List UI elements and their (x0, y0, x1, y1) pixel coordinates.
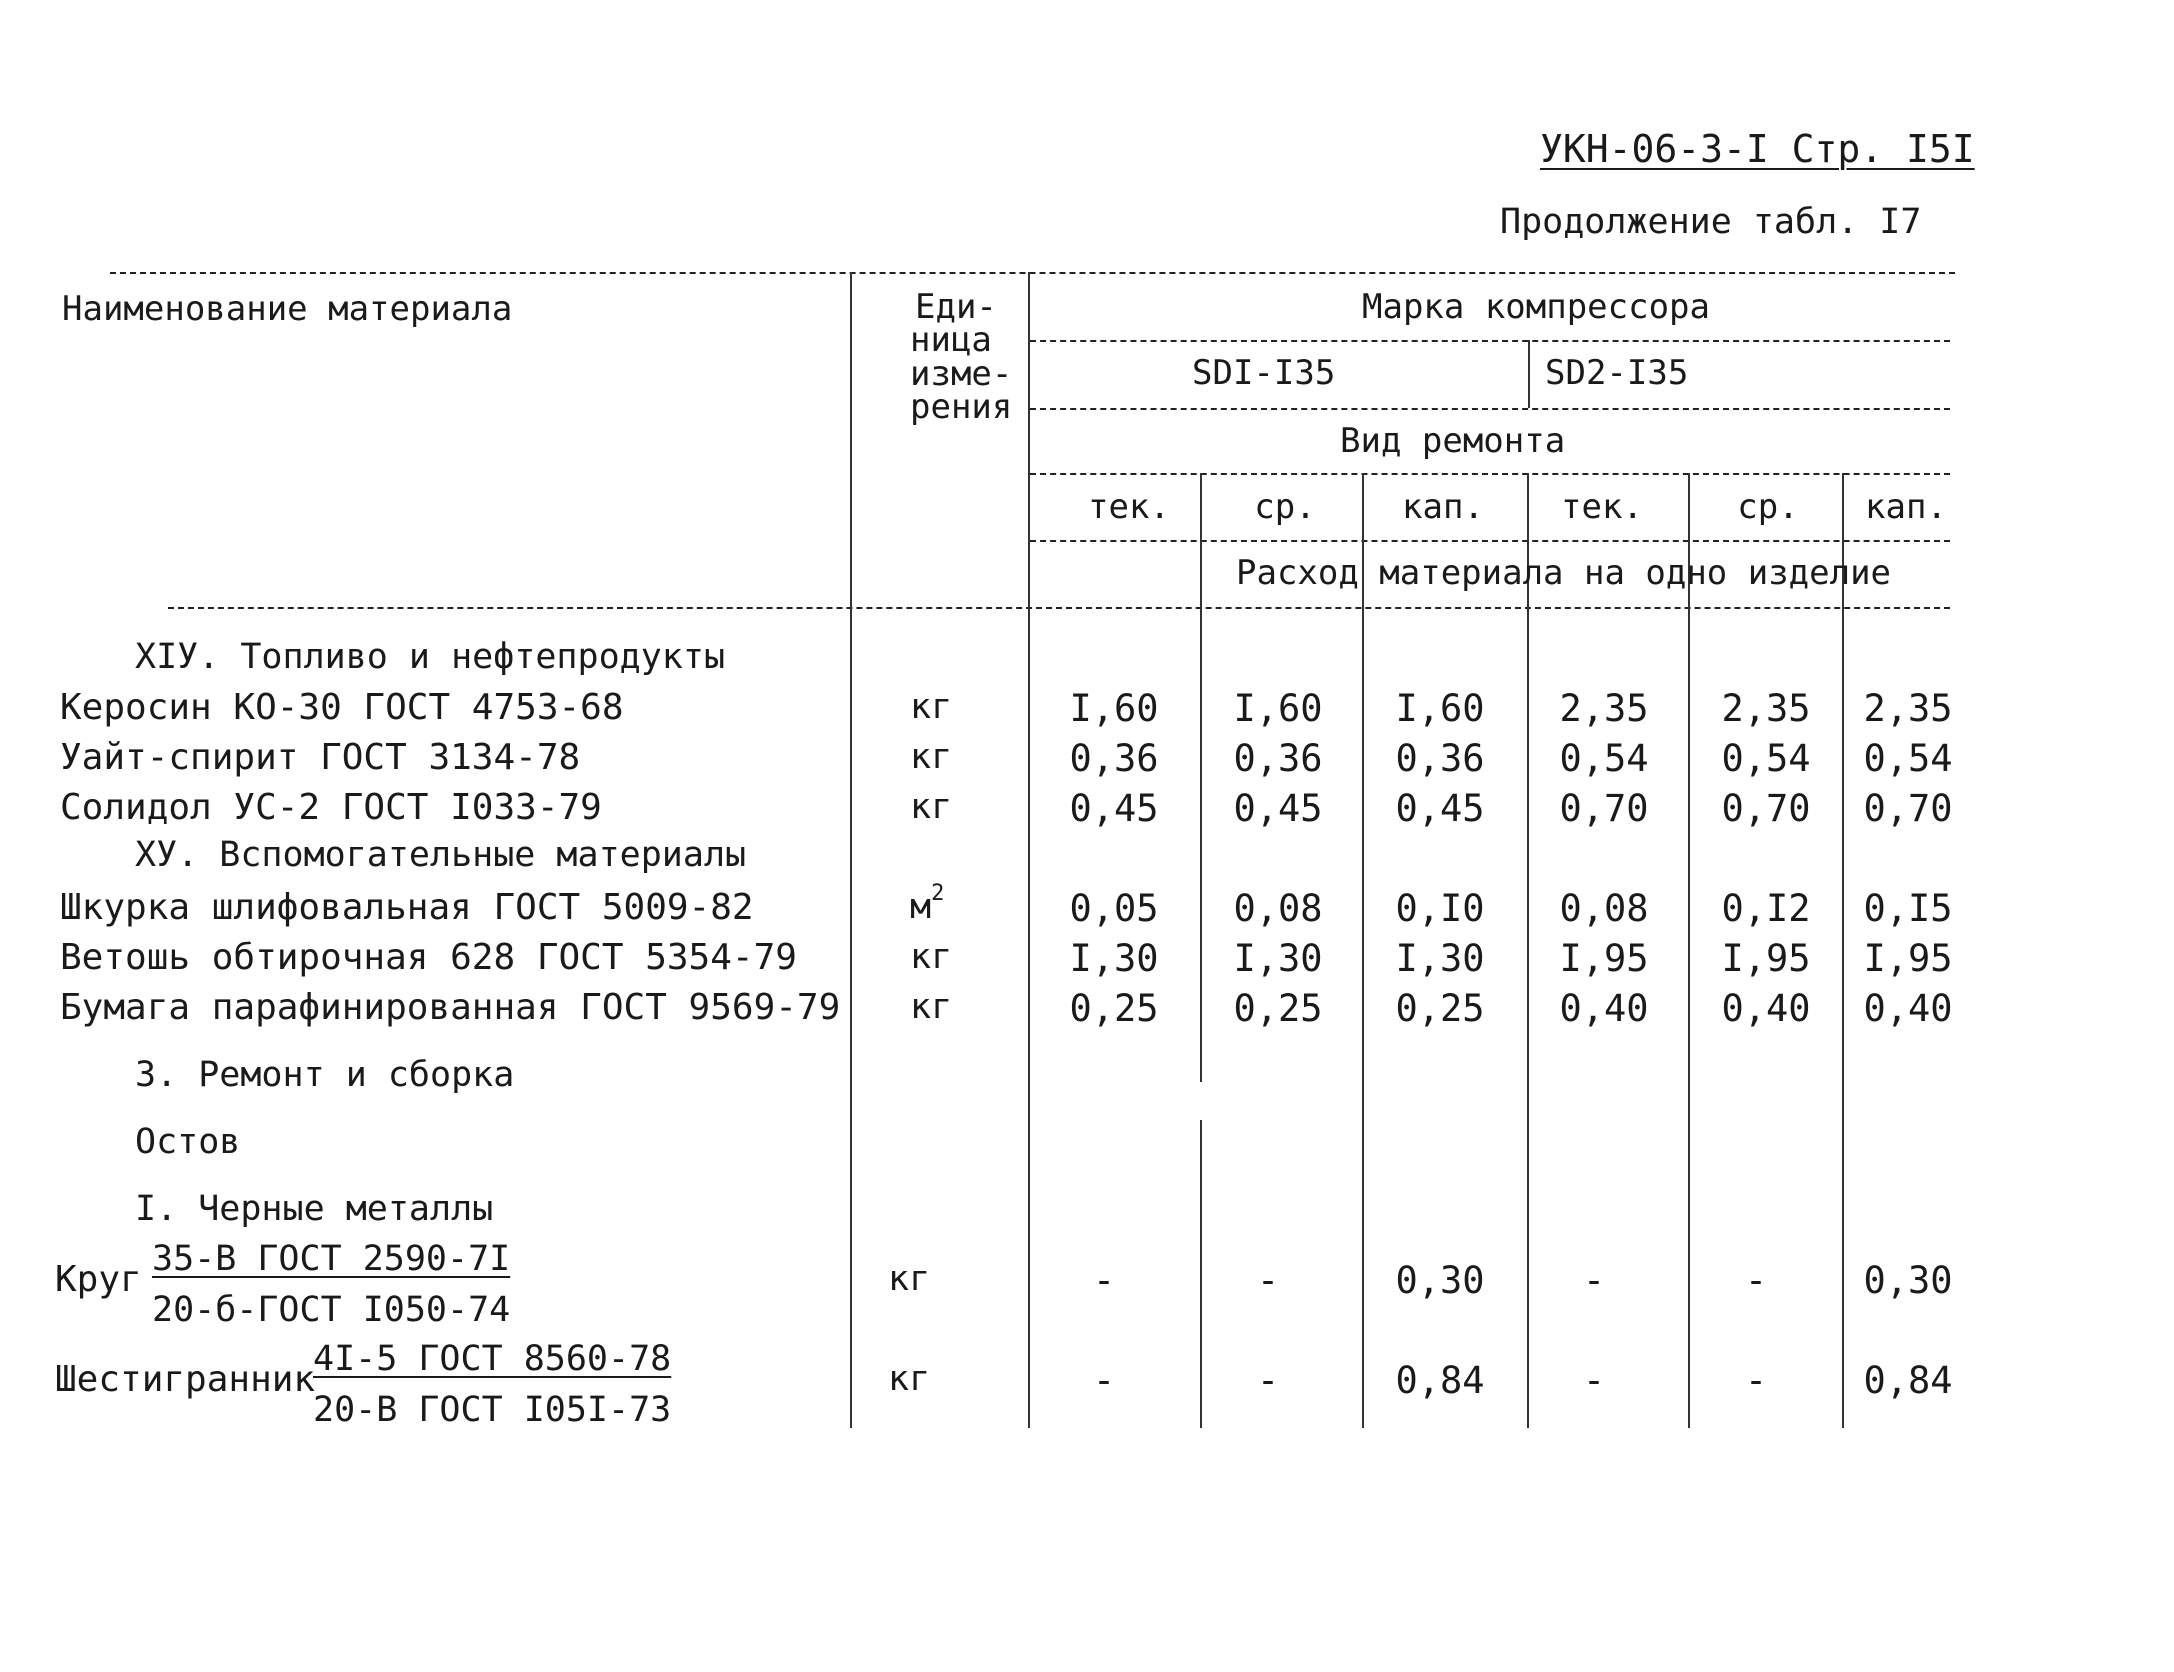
row-round-bar-numerator: 35-В ГОСТ 2590-7I (152, 1239, 511, 1279)
row-round-bar-value-5: - (1744, 1259, 1768, 1302)
row-solidol-unit: кг (910, 787, 953, 827)
row-round-bar-value-1: - (1092, 1259, 1116, 1302)
body-col-rule-3 (1362, 607, 1364, 1428)
row-kerosene-name: Керосин КО-30 ГОСТ 4753-68 (60, 687, 624, 728)
header-material-name: Наименование материала (62, 289, 513, 329)
row-kerosene-unit: кг (910, 687, 953, 727)
rule-under-models (1030, 408, 1950, 410)
row-paraffin-paper-value-2: 0,25 (1233, 987, 1323, 1030)
section-repair: 3. Ремонт и сборка (135, 1055, 515, 1095)
row-round-bar-value-4: - (1582, 1259, 1606, 1302)
header-model-2: SD2-I35 (1545, 353, 1689, 393)
row-kerosene-value-2: I,60 (1233, 687, 1323, 730)
row-round-bar-denominator: 20-б-ГОСТ I050-74 (152, 1290, 511, 1330)
row-paraffin-paper-name: Бумага парафинированная ГОСТ 9569-79 (60, 987, 841, 1028)
header-unit-line-3: изме- (910, 354, 1013, 394)
row-rags-unit: кг (910, 937, 953, 977)
row-hexagon-value-3: 0,84 (1395, 1359, 1485, 1402)
row-kerosene-value-6: 2,35 (1863, 687, 1953, 730)
header-repair-type: Вид ремонта (1340, 421, 1566, 461)
row-solidol-value-3: 0,45 (1395, 787, 1485, 830)
row-round-bar-unit: кг (888, 1259, 931, 1299)
row-hexagon-value-5: - (1744, 1359, 1768, 1402)
header-unit-line-1: Еди- (915, 287, 997, 327)
row-hexagon-name: Шестигранник (55, 1359, 316, 1400)
rule-under-brand (1030, 340, 1950, 342)
row-solidol-value-4: 0,70 (1559, 787, 1649, 830)
row-white-spirit-value-2: 0,36 (1233, 737, 1323, 780)
header-unit-line-2: ница (910, 320, 992, 360)
data-column-left-rule (1028, 272, 1030, 1428)
row-paraffin-paper-value-4: 0,40 (1559, 987, 1649, 1030)
row-kerosene-value-5: 2,35 (1721, 687, 1811, 730)
row-kerosene-value-1: I,60 (1069, 687, 1159, 730)
row-rags-value-2: I,30 (1233, 937, 1323, 980)
section-auxiliary: XУ. Вспомогательные материалы (135, 835, 747, 875)
row-white-spirit-name: Уайт-спирит ГОСТ 3134-78 (60, 737, 581, 778)
row-rags-name: Ветошь обтирочная 628 ГОСТ 5354-79 (60, 937, 797, 978)
rule-under-repair-type (1030, 473, 1950, 475)
header-repair-kind-1: тек. (1088, 487, 1170, 527)
model-divider-rule (1528, 340, 1530, 408)
row-kerosene-value-3: I,60 (1395, 687, 1485, 730)
row-sandpaper-unit-exponent: 2 (931, 881, 945, 906)
row-hexagon-numerator: 4I-5 ГОСТ 8560-78 (313, 1339, 672, 1379)
row-solidol-value-2: 0,45 (1233, 787, 1323, 830)
row-white-spirit-unit: кг (910, 737, 953, 777)
row-sandpaper-unit-base: м (910, 887, 932, 927)
header-compressor-brand: Марка компрессора (1362, 287, 1710, 327)
row-rags-value-4: I,95 (1559, 937, 1649, 980)
header-consumption: Расход материала на одно изделие (1236, 553, 1892, 593)
row-paraffin-paper-value-6: 0,40 (1863, 987, 1953, 1030)
body-col-rule-5 (1688, 607, 1690, 1428)
row-round-bar-value-2: - (1256, 1259, 1280, 1302)
row-hexagon-unit: кг (888, 1359, 931, 1399)
row-rags-value-6: I,95 (1863, 937, 1953, 980)
row-kerosene-value-4: 2,35 (1559, 687, 1649, 730)
header-repair-kind-4: тек. (1561, 487, 1643, 527)
row-hexagon-value-1: - (1092, 1359, 1116, 1402)
row-paraffin-paper-value-5: 0,40 (1721, 987, 1811, 1030)
row-rags-value-5: I,95 (1721, 937, 1811, 980)
row-white-spirit-value-4: 0,54 (1559, 737, 1649, 780)
section-frame: Остов (135, 1122, 241, 1162)
row-sandpaper-value-4: 0,08 (1559, 887, 1649, 930)
row-hexagon-denominator: 20-В ГОСТ I05I-73 (313, 1390, 672, 1430)
row-rags-value-1: I,30 (1069, 937, 1159, 980)
rule-under-repair-kinds (1030, 540, 1950, 542)
row-sandpaper-value-6: 0,I5 (1863, 887, 1953, 930)
header-unit-line-4: рения (910, 387, 1013, 427)
row-white-spirit-value-5: 0,54 (1721, 737, 1811, 780)
row-paraffin-paper-value-1: 0,25 (1069, 987, 1159, 1030)
row-sandpaper-unit (910, 881, 945, 927)
row-sandpaper-value-2: 0,08 (1233, 887, 1323, 930)
row-sandpaper-value-5: 0,I2 (1721, 887, 1811, 930)
row-white-spirit-value-3: 0,36 (1395, 737, 1485, 780)
row-round-bar-value-3: 0,30 (1395, 1259, 1485, 1302)
header-repair-kind-5: ср. (1737, 487, 1799, 527)
table-caption: Продолжение табл. I7 (1500, 202, 1922, 242)
row-solidol-value-5: 0,70 (1721, 787, 1811, 830)
header-repair-kind-6: кап. (1865, 487, 1947, 527)
row-hexagon-value-4: - (1582, 1359, 1606, 1402)
row-solidol-name: Солидол УС-2 ГОСТ I033-79 (60, 787, 602, 828)
row-hexagon-value-6: 0,84 (1863, 1359, 1953, 1402)
section-ferrous: I. Черные металлы (135, 1189, 494, 1229)
page-reference: УКН-06-3-I Стр. I5I (1540, 127, 1975, 171)
row-solidol-value-1: 0,45 (1069, 787, 1159, 830)
header-repair-kind-2: ср. (1254, 487, 1316, 527)
row-hexagon-value-2: - (1256, 1359, 1280, 1402)
header-model-1: SDI-I35 (1192, 353, 1336, 393)
body-col-rule-2 (1200, 607, 1202, 1082)
header-bottom-rule (168, 607, 1950, 609)
header-repair-kind-3: кап. (1402, 487, 1484, 527)
row-white-spirit-value-1: 0,36 (1069, 737, 1159, 780)
row-paraffin-paper-unit: кг (910, 987, 953, 1027)
section-fuel: XIУ. Топливо и нефтепродукты (135, 637, 726, 677)
row-solidol-value-6: 0,70 (1863, 787, 1953, 830)
row-rags-value-3: I,30 (1395, 937, 1485, 980)
row-sandpaper-value-3: 0,I0 (1395, 887, 1485, 930)
row-sandpaper-value-1: 0,05 (1069, 887, 1159, 930)
row-round-bar-name: Круг (55, 1259, 142, 1300)
row-white-spirit-value-6: 0,54 (1863, 737, 1953, 780)
table-top-rule (110, 272, 1955, 274)
row-round-bar-value-6: 0,30 (1863, 1259, 1953, 1302)
row-paraffin-paper-value-3: 0,25 (1395, 987, 1485, 1030)
unit-column-left-rule (850, 272, 852, 1428)
row-sandpaper-name: Шкурка шлифовальная ГОСТ 5009-82 (60, 887, 754, 928)
